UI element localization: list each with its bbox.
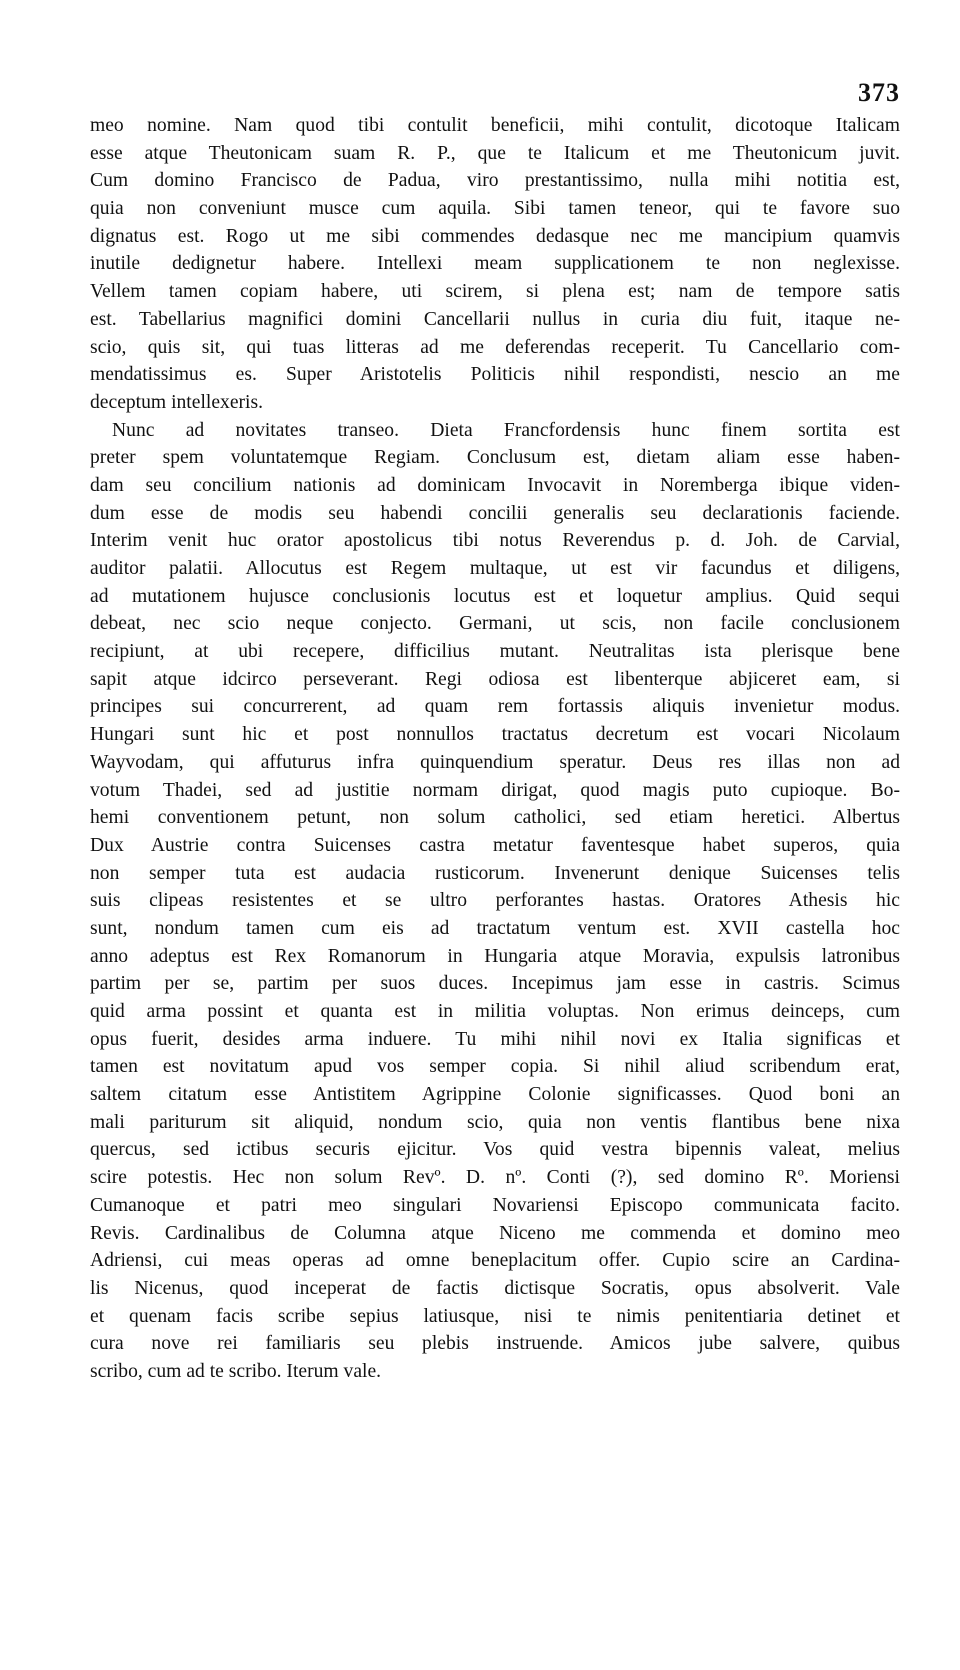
text-line: anno adeptus est Rex Romanorum in Hungaria atque Moravia, expulsis latronibus — [90, 945, 900, 967]
text-line: ad mutationem hujusce conclusionis locutus est et loquetur amplius. Quid sequi — [90, 585, 900, 607]
text-line: opus fuerit, desides arma induere. Tu mihi nihil novi ex Italia significas et — [90, 1028, 900, 1050]
text-line: Revis. Cardinalibus de Columna atque Niceno me commenda et domino meo — [90, 1222, 900, 1244]
text-line: dam seu concilium nationis ad dominicam Invocavit in Noremberga ibique viden- — [90, 474, 900, 496]
text-line: scire potestis. Hec non solum Revº. D. nº. Conti (?), sed domino Rº. Moriensi — [90, 1167, 900, 1189]
text-line: quid arma possint et quanta est in militia voluptas. Non erimus deinceps, cum — [90, 1001, 900, 1022]
text-line: scio, quis sit, qui tuas litteras ad me deferendas receperit. Tu Cancellario com- — [90, 336, 900, 358]
text-line: meo nomine. Nam quod tibi contulit beneficii, mihi contulit, dicotoque Italicam — [90, 115, 900, 136]
text-line: sunt, nondum tamen cum eis ad tractatum ventum est. XVII castella hoc — [90, 917, 900, 939]
text-line: est. Tabellarius magnifici domini Cancellarii nullus in curia diu fuit, itaque ne- — [90, 308, 900, 330]
paragraph-start-line: Nunc ad novitates transeo. Dieta Francfordensis hunc finem sortita est — [112, 419, 900, 441]
page-number: 373 — [858, 78, 900, 107]
text-line: auditor palatii. Allocutus est Regem multaque, ut est vir facundus et diligens, — [90, 558, 900, 579]
text-line: inutile dedignetur habere. Intellexi meam supplicationem te non neglexisse. — [90, 253, 900, 275]
text-line: Wayvodam, qui affuturus infra quinquendium speratur. Deus res illas non ad — [90, 751, 900, 773]
text-line: votum Thadei, sed ad justitie normam dirigat, quod magis puto cupioque. Bo- — [90, 779, 900, 801]
text-line: preter spem voluntatemque Regiam. Conclusum est, dietam aliam esse haben- — [90, 447, 900, 469]
text-line: dignatus est. Rogo ut me sibi commendes dedasque nec me mancipium quamvis — [90, 225, 900, 247]
text-line: mendatissimus es. Super Aristotelis Politicis nihil respondisti, nescio an me — [90, 364, 900, 386]
text-line: Cum domino Francisco de Padua, viro prestantissimo, nulla mihi notitia est, — [90, 170, 900, 192]
text-line: tamen est novitatum apud vos semper copia. Si nihil aliud scribendum erat, — [90, 1056, 900, 1078]
text-line: mali pariturum sit aliquid, nondum scio, quia non ventis flantibus bene nixa — [90, 1111, 900, 1133]
text-line: Dux Austrie contra Suicenses castra metatur faventesque habet superos, quia — [90, 834, 900, 856]
text-line: et quenam facis scribe sepius latiusque, nisi te nimis penitentiaria detinet et — [90, 1305, 900, 1327]
text-line: recipiunt, at ubi recepere, difficilius mutant. Neutralitas ista plerisque bene — [90, 641, 900, 663]
text-line: suis clipeas resistentes et se ultro perforantes hastas. Oratores Athesis hic — [90, 890, 900, 912]
text-line: saltem citatum esse Antistitem Agrippine Colonie significasses. Quod boni an — [90, 1084, 900, 1106]
text-line: Adriensi, cui meas operas ad omne beneplacitum offer. Cupio scire an Cardina- — [90, 1250, 900, 1272]
text-line: deceptum intellexeris. — [90, 391, 264, 413]
text-line: partim per se, partim per suos duces. Incepimus jam esse in castris. Scimus — [90, 973, 900, 995]
text-line: principes sui concurrerent, ad quam rem fortassis aliquis invenietur modus. — [90, 696, 900, 718]
text-line: quercus, sed ictibus securis ejicitur. Vos quid vestra bipennis valeat, melius — [90, 1139, 900, 1161]
text-line: quia non conveniunt musce cum aquila. Sibi tamen teneor, qui te favore suo — [90, 198, 900, 220]
text-line: scribo, cum ad te scribo. Iterum vale. — [90, 1360, 382, 1382]
body-text — [90, 112, 900, 1386]
text-line: debeat, nec scio neque conjecto. Germani, ut scis, non facile conclusionem — [90, 613, 900, 635]
text-line: Interim venit huc orator apostolicus tibi notus Reverendus p. d. Joh. de Carvial, — [90, 530, 900, 552]
text-line: non semper tuta est audacia rusticorum. Invenerunt denique Suicenses telis — [90, 862, 900, 884]
text-line: sapit atque idcirco perseverant. Regi odiosa est libenterque abjiceret eam, si — [90, 668, 900, 690]
text-line: Cumanoque et patri meo singulari Novariensi Episcopo communicata facito. — [90, 1194, 900, 1216]
text-line: Hungari sunt hic et post nonnullos tractatus decretum est vocari Nicolaum — [90, 724, 900, 746]
text-line: cura nove rei familiaris seu plebis instruende. Amicos jube salvere, quibus — [90, 1333, 900, 1355]
text-line: Vellem tamen copiam habere, uti scirem, si plena est; nam de tempore satis — [90, 281, 900, 303]
text-line: dum esse de modis seu habendi concilii generalis seu declarationis faciende. — [90, 502, 900, 524]
text-line: lis Nicenus, quod inceperat de factis dictisque Socratis, opus absolverit. Vale — [90, 1277, 900, 1299]
text-line: hemi conventionem petunt, non solum catholici, sed etiam heretici. Albertus — [90, 807, 900, 829]
text-line: esse atque Theutonicam suam R. P., que te Italicum et me Theutonicum juvit. — [90, 142, 900, 164]
